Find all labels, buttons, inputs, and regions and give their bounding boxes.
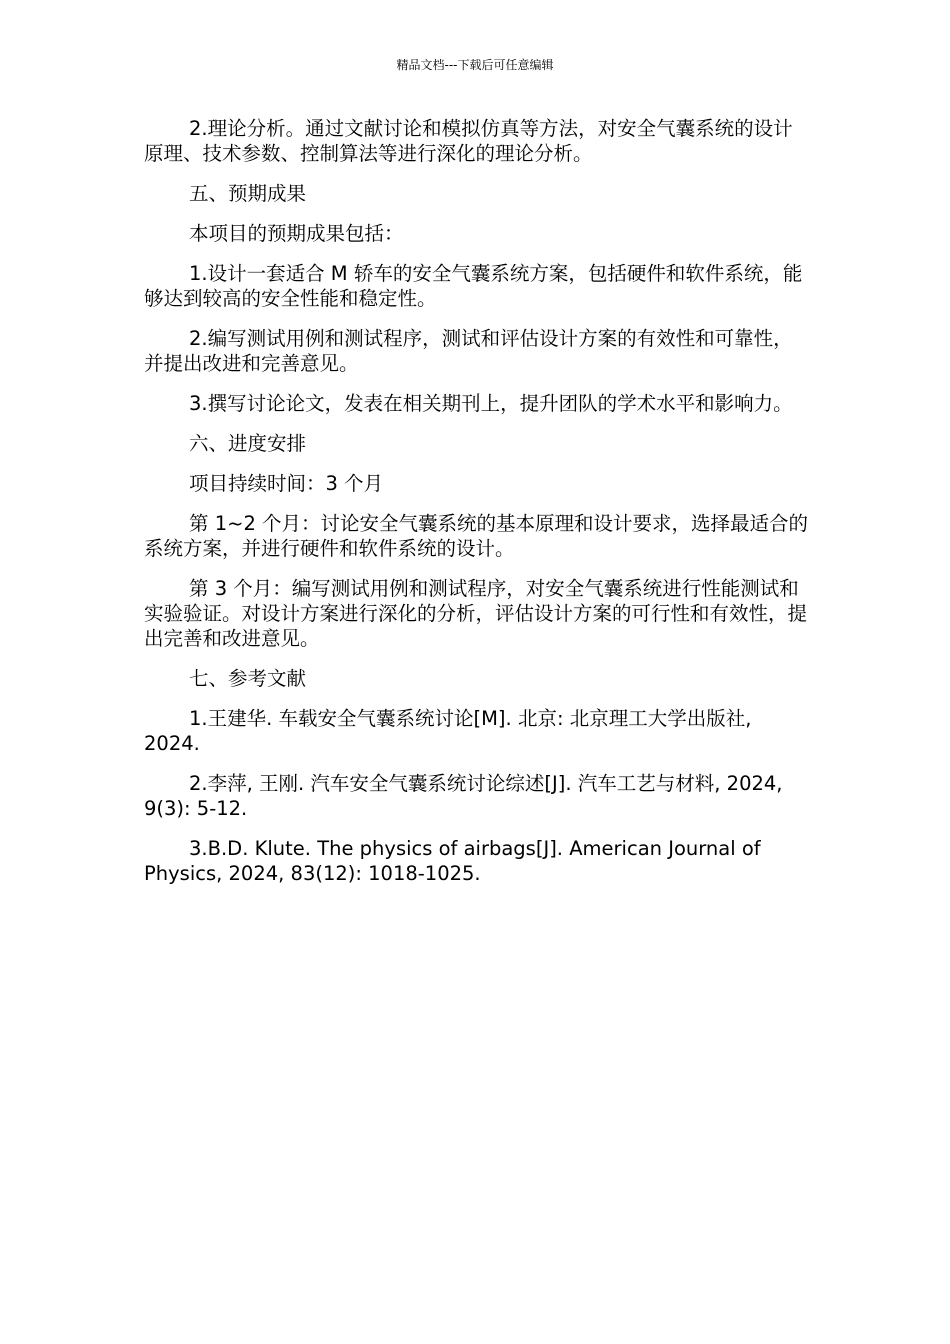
reference-item-2: 2.李萍, 王刚. 汽车安全气囊系统讨论综述[J]. 汽车工艺与材料, 2024, 9(3): 5-12.: [144, 772, 783, 820]
paragraph-theory-analysis: 2.理论分析。通过文献讨论和模拟仿真等方法，对安全气囊系统的设计原理、技术参数、控制算法等进行深化的理论分析。: [144, 117, 793, 165]
section-heading-schedule: 六、进度安排: [189, 432, 307, 455]
paragraph-schedule-month-1-2: 第 1~2 个月：讨论安全气囊系统的基本原理和设计要求，选择最适合的系统方案，并进行硬件和软件系统的设计。: [144, 512, 809, 560]
section-heading-expected-results: 五、预期成果: [189, 182, 307, 205]
reference-item-1: 1.王建华. 车载安全气囊系统讨论[M]. 北京: 北京理工大学出版社, 2024.: [144, 707, 752, 755]
document-body: [144, 116, 809, 901]
paragraph-duration: 项目持续时间：3 个月: [189, 472, 384, 495]
page-header: 精品文档---下载后可任意编辑: [396, 58, 554, 72]
paragraph-schedule-month-3: 第 3 个月：编写测试用例和测试程序，对安全气囊系统进行性能测试和实验验证。对设计方案进行深化的分析，评估设计方案的可行性和有效性，提出完善和改进意见。: [144, 577, 808, 650]
paragraph-results-intro: 本项目的预期成果包括：: [189, 222, 404, 245]
paragraph-result-3: 3.撰写讨论论文，发表在相关期刊上，提升团队的学术水平和影响力。: [189, 392, 793, 415]
reference-item-3: 3.B.D. Klute. The physics of airbags[J]. American Journal of Physics, 2024, 83(12): 1018-1025.: [144, 837, 761, 885]
paragraph-result-2: 2.编写测试用例和测试程序，测试和评估设计方案的有效性和可靠性，并提出改进和完善意见。: [144, 327, 793, 375]
section-heading-references: 七、参考文献: [189, 667, 307, 690]
paragraph-result-1: 1.设计一套适合 M 轿车的安全气囊系统方案，包括硬件和软件系统，能够达到较高的安全性能和稳定性。: [144, 262, 803, 310]
